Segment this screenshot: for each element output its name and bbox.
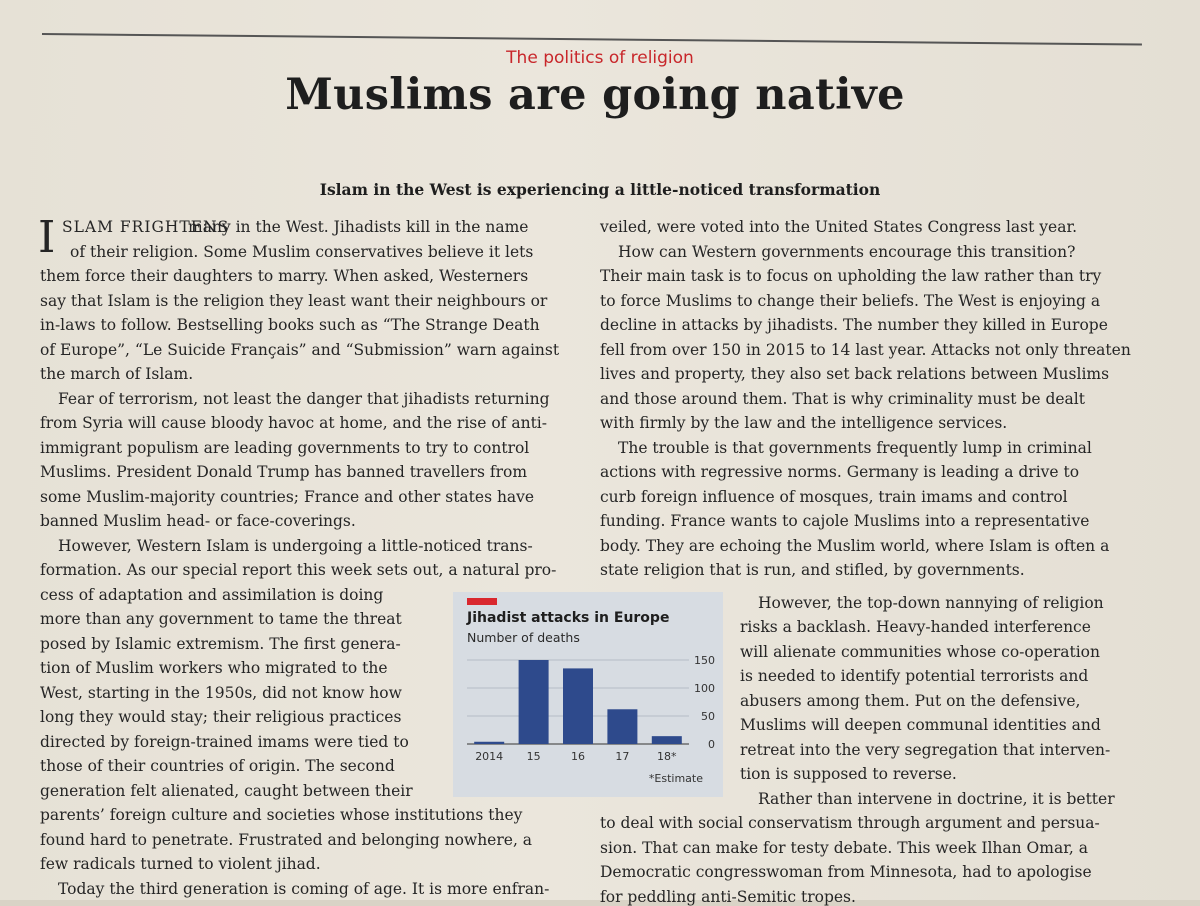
y-tick-label: 0 — [708, 738, 715, 751]
left-text-line: generation felt alienated, caught between their — [40, 781, 413, 800]
left-text-line: of their religion. Some Muslim conservatives believe it lets — [70, 242, 534, 261]
left-text-line: them force their daughters to marry. When asked, Westerners — [40, 267, 529, 285]
left-text-line: banned Muslim head- or face-coverings. — [40, 512, 356, 530]
left-text-line: few radicals turned to violent jihad. — [40, 855, 321, 873]
left-text-line: formation. As our special report this week sets out, a natural pro- — [40, 561, 557, 579]
right-text-line: tion is supposed to reverse. — [740, 765, 957, 783]
article-rubric: Islam in the West is experiencing a little-noticed transformation — [319, 180, 881, 199]
left-text-line: posed by Islamic extremism. The first genera- — [40, 634, 401, 653]
article-kicker: The politics of religion — [506, 48, 694, 68]
y-tick-label: 100 — [694, 682, 715, 695]
right-text-line: The trouble is that governments frequently lump in criminal — [618, 438, 1092, 457]
right-text-line: curb foreign influence of mosques, train imams and control — [600, 487, 1068, 506]
left-text-line: those of their countries of origin. The second — [40, 757, 395, 775]
right-text-line: abusers among them. Put on the defensive, — [740, 691, 1081, 710]
left-text-line: immigrant populism are leading governments to try to control — [40, 438, 530, 457]
x-tick-label: 18* — [657, 750, 677, 763]
left-text-line: more than any government to tame the threat — [40, 610, 402, 628]
right-text-line: Muslims will deepen communal identities and — [740, 716, 1101, 734]
left-text-line: the march of Islam. — [40, 365, 194, 383]
y-tick-label: 150 — [694, 654, 715, 667]
left-text-line: long they would stay; their religious practices — [40, 708, 402, 726]
right-text-line: decline in attacks by jihadists. The number they killed in Europe — [600, 316, 1108, 334]
left-text-line: found hard to penetrate. Frustrated and belonging nowhere, a — [40, 830, 533, 849]
right-text-line: and those around them. That is why criminality must be dealt — [600, 389, 1085, 408]
left-text-line: directed by foreign-trained imams were tied to — [40, 732, 409, 751]
left-text-line: of Europe”, “Le Suicide Français” and “Submission” warn against — [40, 340, 560, 359]
x-tick-label: 15 — [526, 750, 541, 763]
chart-subtitle: Number of deaths — [467, 630, 580, 645]
right-text-line: risks a backlash. Heavy-handed interference — [740, 618, 1091, 636]
left-text-line: Fear of terrorism, not least the danger that jihadists returning — [58, 389, 550, 408]
left-text-line: cess of adaptation and assimilation is doing — [40, 585, 384, 604]
right-text-line: will alienate communities whose co-operation — [740, 642, 1100, 661]
right-text-line: with firmly by the law and the intelligence services. — [600, 414, 1008, 432]
chart-title: Jihadist attacks in Europe — [467, 610, 670, 626]
right-text-line: sion. That can make for testy debate. This week Ilhan Omar, a — [600, 838, 1089, 857]
article-headline: Muslims are going native — [285, 70, 905, 120]
right-text-line: veiled, were voted into the United States Congress last year. — [600, 218, 1078, 236]
x-tick-label: 16 — [571, 750, 585, 763]
right-text-line: Their main task is to focus on upholding the law rather than try — [600, 267, 1102, 285]
right-text-line: body. They are echoing the Muslim world, where Islam is often a — [600, 536, 1110, 555]
bar-chart — [453, 592, 723, 797]
right-text-line: lives and property, they also set back relations between Muslims — [600, 365, 1110, 383]
right-text-line: to deal with social conservatism through argument and persua- — [600, 814, 1100, 832]
bar — [563, 668, 593, 744]
left-text-line: West, starting in the 1950s, did not know how — [40, 683, 402, 702]
x-tick-label: 2014 — [475, 750, 504, 763]
left-text-line: in-laws to follow. Bestselling books such as “The Strange Death — [40, 316, 540, 334]
right-text-line: Democratic congresswoman from Minnesota, had to apologise — [600, 863, 1092, 881]
bar — [607, 709, 637, 744]
right-text-line: actions with regressive norms. Germany is leading a drive to — [600, 463, 1080, 481]
right-text-line: for peddling anti-Semitic tropes. — [600, 887, 856, 906]
right-text-line: Rather than intervene in doctrine, it is better — [758, 789, 1115, 808]
y-tick-label: 50 — [701, 710, 715, 723]
left-text-line: some Muslim-majority countries; France and other states have — [40, 487, 535, 506]
left-text-line: Muslims. President Donald Trump has banned travellers from — [40, 463, 528, 481]
left-text-line: However, Western Islam is undergoing a little-noticed trans- — [58, 536, 533, 555]
right-text-line: fell from over 150 in 2015 to 14 last year. Attacks not only threaten — [600, 340, 1131, 359]
right-text-line: However, the top-down nannying of religion — [758, 593, 1104, 612]
bar — [474, 742, 504, 744]
right-text-line: to force Muslims to change their beliefs. The West is enjoying a — [600, 291, 1101, 310]
bar — [519, 660, 549, 744]
right-text-line: retreat into the very segregation that interven- — [740, 740, 1111, 759]
lead-smallcaps: SLAM FRIGHTENS — [62, 218, 230, 236]
left-text-line: from Syria will cause bloody havoc at home, and the rise of anti- — [40, 414, 547, 432]
right-text-line: is needed to identify potential terrorists and — [740, 667, 1089, 685]
left-text-line: many in the West. Jihadists kill in the name — [188, 218, 529, 236]
left-text-line: tion of Muslim workers who migrated to the — [40, 659, 388, 677]
chart-panel — [453, 592, 723, 797]
chart-footnote: *Estimate — [648, 772, 703, 785]
top-rule — [42, 33, 1142, 46]
right-text-line: funding. France wants to cajole Muslims into a representative — [600, 512, 1090, 530]
x-tick-label: 17 — [615, 750, 630, 763]
left-text-line: parents’ foreign culture and societies whose institutions they — [40, 806, 523, 824]
drop-cap: I — [38, 212, 56, 263]
left-text-line: Today the third generation is coming of age. It is more enfran- — [58, 879, 550, 898]
left-text-line: say that Islam is the religion they least want their neighbours or — [40, 291, 548, 310]
right-text-line: How can Western governments encourage this transition? — [618, 242, 1076, 261]
bar — [652, 736, 682, 744]
right-text-line: state religion that is run, and stifled, by governments. — [600, 561, 1025, 579]
